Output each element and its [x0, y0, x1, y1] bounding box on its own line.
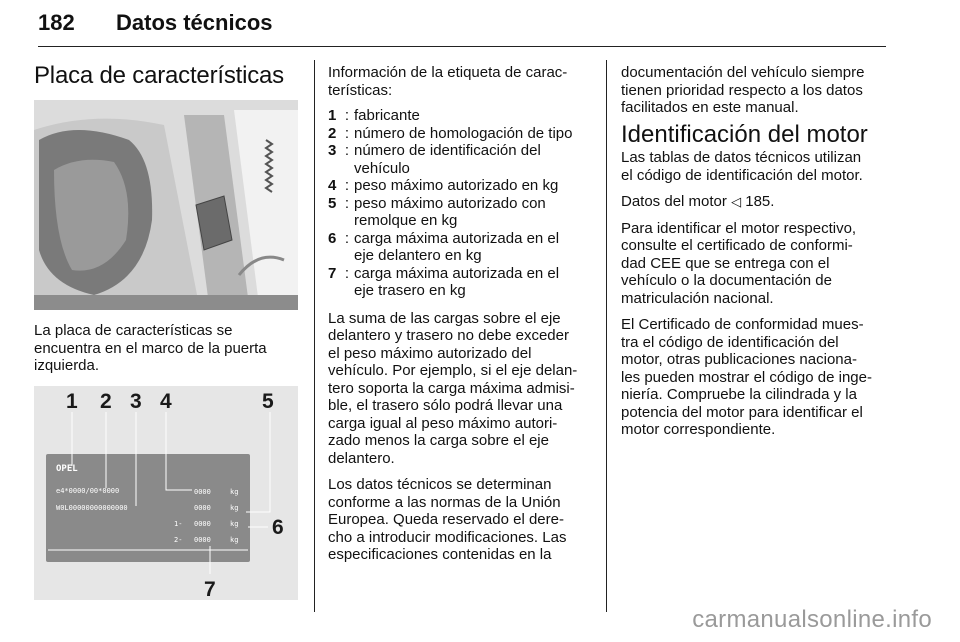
- para-line: especificaciones contenidas en la: [328, 546, 552, 563]
- plate-row-unit: kg: [230, 520, 239, 528]
- caption-line: encuentra en el marco de la puerta: [34, 339, 267, 357]
- list-num: 4: [328, 177, 337, 194]
- para-line: tero soporta la carga máxima admisi-: [328, 379, 575, 397]
- plate-row-unit: kg: [230, 504, 239, 512]
- plate-row-value: 0000: [194, 504, 211, 512]
- plate-row-prefix: 1-: [174, 520, 183, 528]
- para-line: ble, el trasero sólo podrá llevar una: [328, 397, 563, 414]
- para-line: matriculación nacional.: [621, 289, 774, 307]
- para-line: potencia del motor para identificar el: [621, 403, 863, 421]
- list-line: peso máximo autorizado en kg: [354, 177, 559, 194]
- para-line: La suma de las cargas sobre el eje: [328, 309, 561, 327]
- list-text: [354, 107, 600, 125]
- list-line: carga máxima autorizada en el: [354, 264, 560, 282]
- list-sep: :: [344, 229, 350, 247]
- plate-row-unit: kg: [230, 536, 239, 544]
- list-num: 3: [328, 142, 337, 159]
- para-line: Los datos técnicos se determinan: [328, 476, 552, 493]
- para-line: motor, otras publicaciones naciona-: [621, 351, 857, 368]
- para-line: niería. Compruebe la cilindrada y la: [621, 386, 857, 403]
- para-line: documentación del vehículo siempre: [621, 64, 865, 81]
- plate-row-value: 0000: [194, 520, 211, 528]
- list-item: [328, 107, 600, 125]
- list-line: remolque en kg: [354, 212, 458, 229]
- para-line: les pueden mostrar el código de inge-: [621, 368, 872, 386]
- caption-line: izquierda.: [34, 357, 100, 374]
- para-line: el peso máximo autorizado del: [328, 344, 532, 362]
- list-sep: :: [344, 124, 350, 142]
- list-item: [328, 177, 600, 195]
- para-line: dad CEE que se entrega con el: [621, 254, 830, 272]
- para-line: carga igual al peso máximo autori-: [328, 414, 558, 432]
- callout-3: 3: [130, 390, 142, 413]
- para-line: consulte el certificado de conformi-: [621, 237, 853, 254]
- callout-4: 4: [160, 390, 172, 413]
- callout-5: 5: [262, 390, 274, 413]
- list-sep: :: [344, 264, 350, 282]
- plate-figure: [34, 386, 298, 600]
- list-num: 6: [328, 229, 337, 247]
- page-ref-link[interactable]: 185.: [745, 193, 775, 210]
- plate-homologation: e4*0000/00*0000: [56, 487, 120, 495]
- section-title-placa: Placa de características: [34, 62, 284, 89]
- plate-row-value: 0000: [194, 536, 211, 544]
- para-line: Para identificar el motor respectivo,: [621, 219, 857, 237]
- list-num: 2: [328, 124, 337, 142]
- list-line: vehículo: [354, 159, 410, 177]
- para-line: cho a introducir modificaciones. Las: [328, 528, 567, 546]
- para-line: conforme a las normas de la Unión: [328, 493, 561, 511]
- plate-row-value: 0000: [194, 488, 211, 496]
- plate-info-list: [328, 107, 600, 300]
- list-text: [354, 265, 600, 300]
- para-line: delantero y trasero no debe exceder: [328, 327, 569, 344]
- list-sep: :: [344, 194, 350, 212]
- caption-block: [34, 322, 299, 375]
- list-item: [328, 195, 600, 230]
- plate-figure-drawing: [34, 386, 298, 600]
- column-divider: [606, 60, 607, 612]
- list-line: número de identificación del: [354, 142, 541, 159]
- para-line: tra el código de identificación del: [621, 333, 839, 351]
- intro-line: Información de la etiqueta de carac-: [328, 64, 568, 81]
- list-item: [328, 142, 600, 177]
- plate-row-prefix: 2-: [174, 536, 183, 544]
- list-item: [328, 265, 600, 300]
- watermark: carmanualsonline.info: [692, 606, 932, 633]
- list-sep: :: [344, 107, 350, 124]
- section-name: Datos técnicos: [116, 10, 273, 35]
- para-line: tienen prioridad respecto a los datos: [621, 81, 863, 99]
- door-frame-photo-drawing: [34, 100, 298, 310]
- list-text: [354, 195, 600, 230]
- para-line: vehículo o la documentación de: [621, 272, 832, 289]
- door-frame-photo: [34, 100, 298, 310]
- para-line: Las tablas de datos técnicos utilizan: [621, 149, 862, 166]
- callout-1: 1: [66, 390, 78, 413]
- column-divider: [314, 60, 315, 612]
- paragraph-ref: [621, 193, 891, 211]
- list-line: número de homologación de tipo: [354, 124, 573, 142]
- list-text: [354, 230, 600, 265]
- list-sep: :: [344, 177, 350, 194]
- list-line: eje delantero en kg: [354, 247, 482, 264]
- plate-row-unit: kg: [230, 488, 239, 496]
- list-line: fabricante: [354, 107, 420, 124]
- page-number: 182: [38, 10, 75, 35]
- list-line: eje trasero en kg: [354, 282, 466, 299]
- page-ref-arrow-icon: ◁: [731, 194, 742, 209]
- list-num: 7: [328, 264, 337, 282]
- column-2: [328, 64, 600, 573]
- paragraph-loads: [328, 310, 600, 468]
- intro-text: [328, 64, 600, 99]
- callout-2: 2: [100, 390, 112, 413]
- paragraph-tables: [621, 149, 891, 184]
- list-sep: :: [344, 142, 350, 159]
- list-text: [354, 177, 600, 195]
- para-line: zado menos la carga sobre el eje: [328, 432, 549, 449]
- plate-vin: W0L00000000000000: [56, 504, 128, 512]
- section-title-motor: Identificación del motor: [621, 120, 868, 148]
- list-item: [328, 125, 600, 143]
- list-num: 5: [328, 194, 337, 212]
- callout-6: 6: [272, 516, 284, 539]
- callout-7: 7: [204, 578, 216, 600]
- para-line: vehículo. Por ejemplo, si el eje delan-: [328, 362, 578, 379]
- plate-brand: OPEL: [56, 464, 78, 474]
- para-line: el código de identificación del motor.: [621, 166, 863, 184]
- column-3: [621, 64, 891, 448]
- paragraph-eu-norms: [328, 476, 600, 564]
- para-line: facilitados en este manual.: [621, 99, 799, 116]
- list-line: peso máximo autorizado con: [354, 194, 546, 212]
- para-line: motor correspondiente.: [621, 421, 776, 438]
- list-item: [328, 230, 600, 265]
- ref-text: Datos del motor: [621, 193, 727, 210]
- list-num: 1: [328, 107, 337, 124]
- para-line: delantero.: [328, 449, 395, 467]
- paragraph-identify: [621, 220, 891, 308]
- caption-line: La placa de características se: [34, 322, 233, 339]
- intro-line: terísticas:: [328, 81, 393, 99]
- list-text: [354, 125, 600, 143]
- paragraph-certificate: [621, 316, 891, 439]
- list-line: carga máxima autorizada en el: [354, 229, 560, 247]
- paragraph-priority: [621, 64, 891, 117]
- para-line: El Certificado de conformidad mues-: [621, 316, 864, 333]
- page-header: [38, 4, 886, 47]
- list-text: [354, 142, 600, 177]
- para-line: Europea. Queda reservado el dere-: [328, 511, 564, 528]
